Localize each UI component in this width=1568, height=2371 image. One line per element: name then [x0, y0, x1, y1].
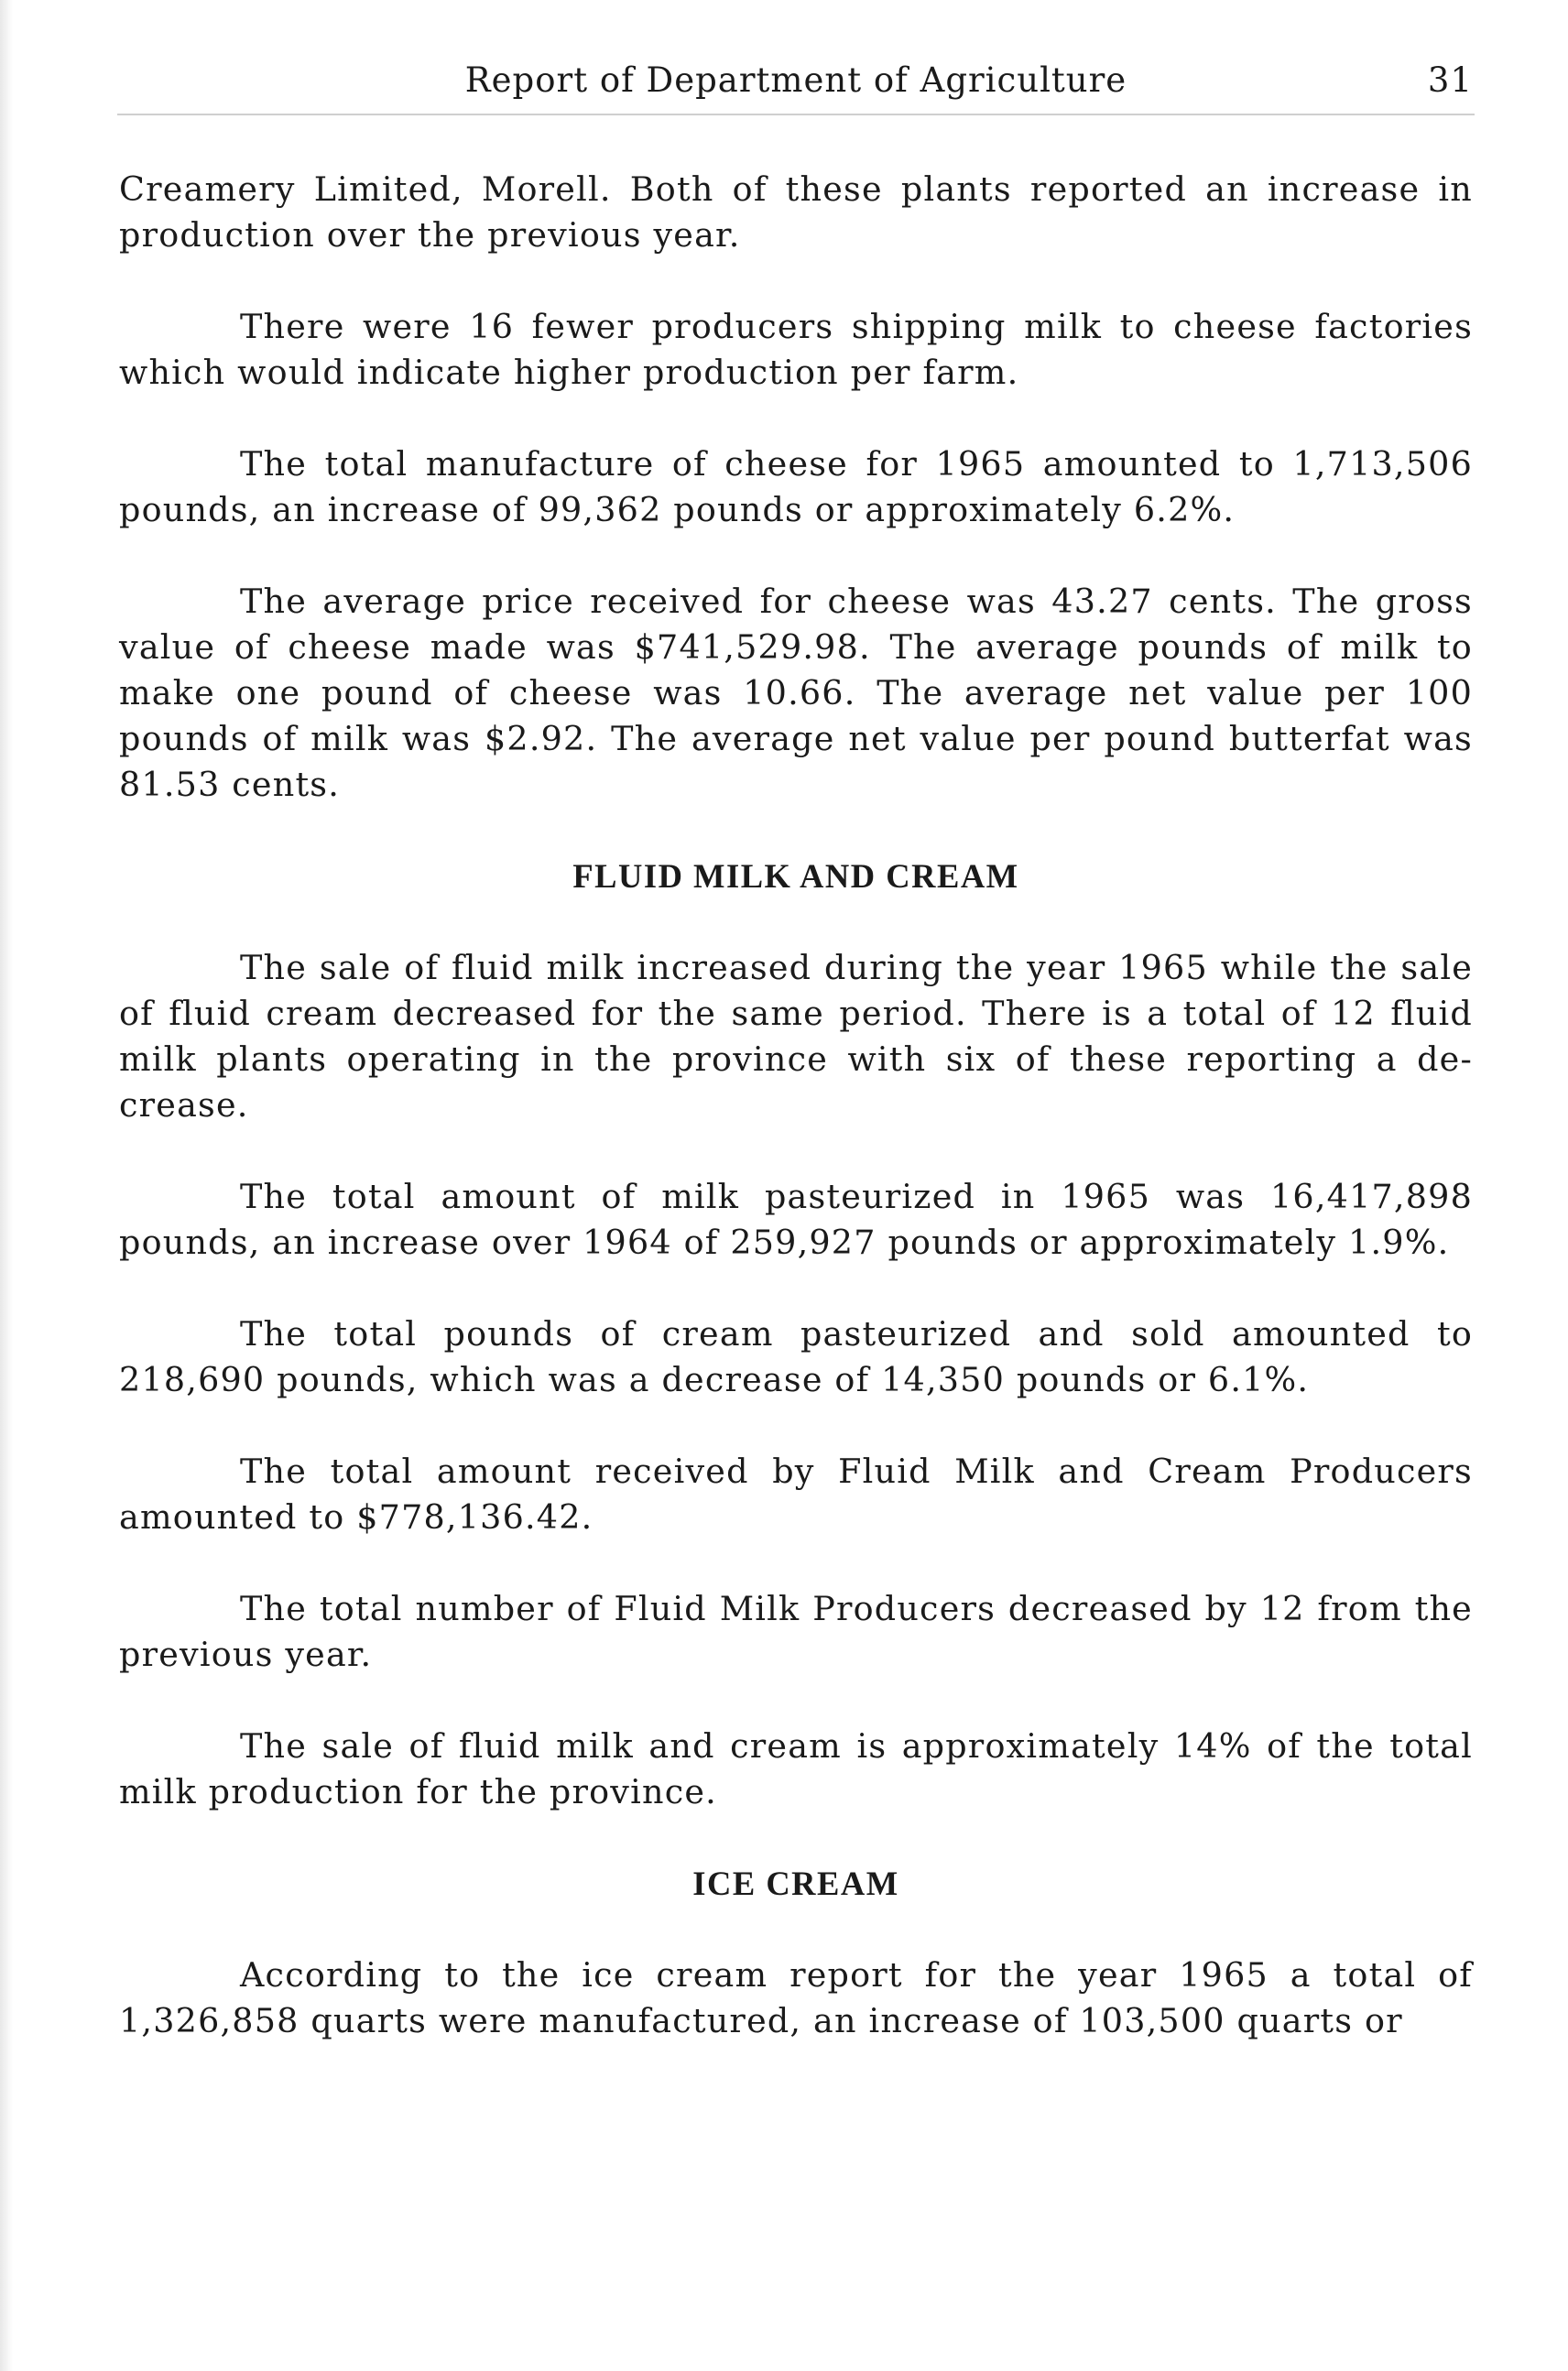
paragraph-fewer-producers: There were 16 fewer producers shipping milk to cheese factories which would indicate higher production per farm. [119, 307, 1473, 392]
paragraph-producer-count: The total number of Fluid Milk Producers decreased by 12 from the previous year. [119, 1589, 1473, 1674]
paragraph-producer-receipts: The total amount received by Fluid Milk and Cream Producers amounted to $778,136.42. [119, 1452, 1473, 1537]
section-heading-fluid-milk: FLUID MILK AND CREAM [572, 857, 1019, 895]
body-text [119, 167, 1473, 2044]
paragraph-fluid-sales: The sale of fluid milk increased during the year 1965 while the sale of fluid cream decreased for the same period. There is a total of 12 fluid milk plants operating in the province with six of these reporting a de-crease. [119, 948, 1473, 1125]
running-title: Report of Department of Agriculture [464, 60, 1127, 100]
page-binding-edge [0, 0, 13, 2371]
paragraph-ice-cream-report: According to the ice cream report for the year 1965 a total of 1,326,858 quarts were manufactured, an increase of 103,500 quarts or [119, 1955, 1473, 2040]
paragraph-cheese-price: The average price received for cheese was 43.27 cents. The gross value of cheese made was $741,529.98. The average pounds of milk to make one pound of cheese was 10.66. The average net value per 100 pounds of milk was $2.92. The average net value per pound butterfat was 81.53 cents. [119, 582, 1473, 804]
paragraph-cream-pasteurized: The total pounds of cream pasteurized and sold amounted to 218,690 pounds, which was a decrease of 14,350 pounds or 6.1%. [119, 1314, 1473, 1399]
paragraph-milk-pasteurized: The total amount of milk pasteurized in 1965 was 16,417,898 pounds, an increase over 1964 of 259,927 pounds or approximately 1.9%. [119, 1177, 1473, 1262]
paragraph-cheese-manufacture: The total manufacture of cheese for 1965 amounted to 1,713,506 pounds, an increase of 99,362 pounds or approximately 6.2%. [119, 444, 1473, 529]
running-header [119, 60, 1473, 112]
page-number: 31 [1427, 60, 1473, 100]
section-heading-ice-cream: ICE CREAM [692, 1865, 899, 1902]
paragraph-creamery-continuation: Creamery Limited, Morell. Both of these plants reported an increase in production over the previous year. [119, 169, 1473, 255]
header-rule [117, 114, 1475, 115]
paragraph-fluid-share: The sale of fluid milk and cream is approximately 14% of the total milk production for the province. [119, 1726, 1473, 1811]
